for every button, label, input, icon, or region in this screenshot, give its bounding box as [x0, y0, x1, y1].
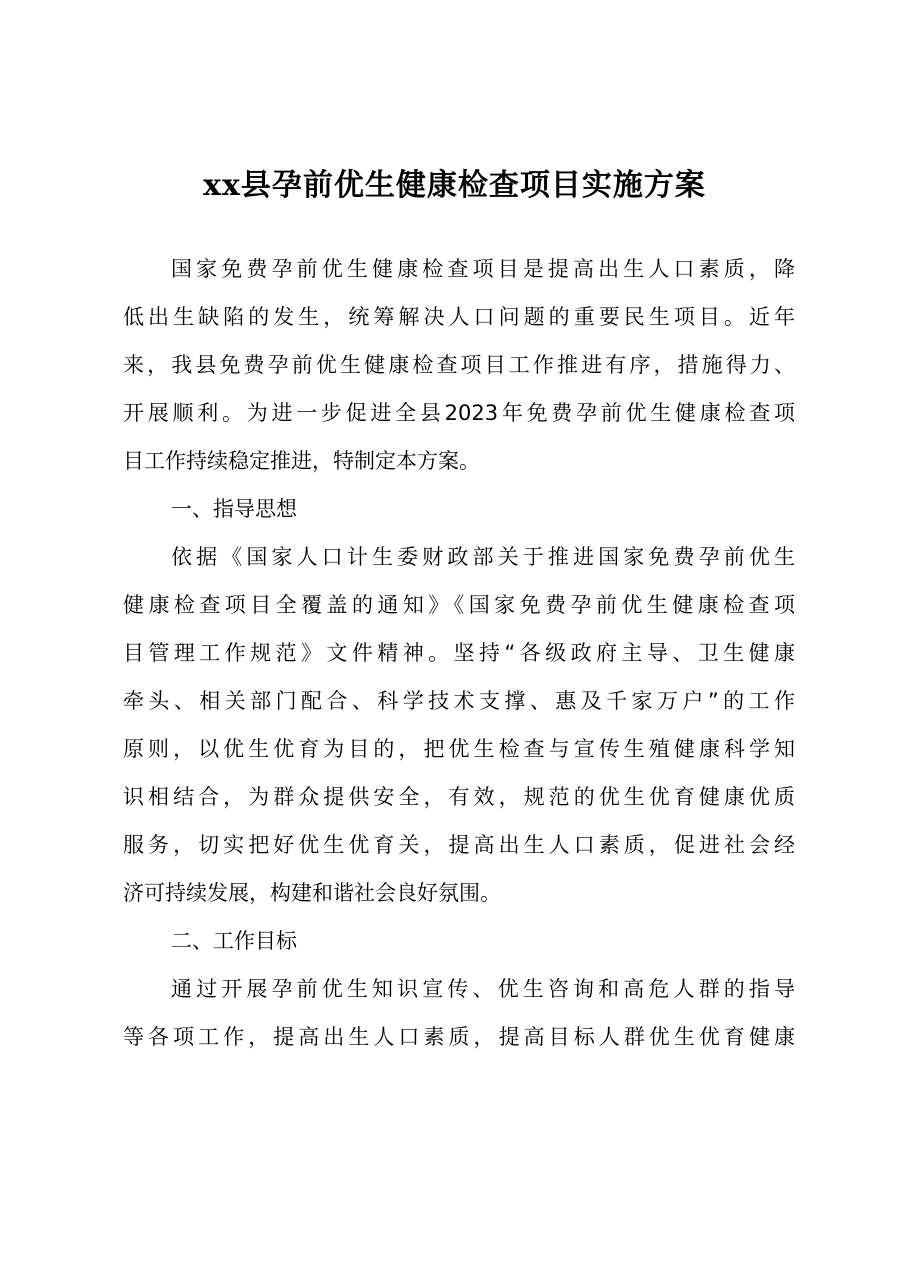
paragraph-intro-line-2: 低出生缺陷的发生，统筹解决人口问题的重要民生项目。近年	[123, 305, 795, 329]
paragraph-goals-line-1: 通过开展孕前优生知识宣传、优生咨询和高危人群的指导	[171, 977, 795, 1001]
paragraph-intro-line-3: 来，我县免费孕前优生健康检查项目工作推进有序，措施得力、	[123, 353, 795, 377]
paragraph-intro-line-5: 目工作持续稳定推进，特制定本方案。	[123, 449, 480, 473]
section-heading-guiding-ideology: 一、指导思想	[171, 497, 297, 521]
paragraph-intro-line-1: 国家免费孕前优生健康检查项目是提高出生人口素质，降	[171, 257, 795, 281]
paragraph-goals-line-2: 等各项工作，提高出生人口素质，提高目标人群优生优育健康	[123, 1025, 795, 1049]
paragraph-basis-line-4: 牵头、相关部门配合、科学技术支撑、惠及千家万户”的工作	[123, 689, 795, 713]
paragraph-basis-line-6: 识相结合，为群众提供安全，有效，规范的优生优育健康优质	[123, 785, 795, 809]
paragraph-basis-line-8: 济可持续发展，构建和谐社会良好氛围。	[123, 881, 501, 905]
section-heading-work-goals: 二、工作目标	[171, 929, 297, 953]
paragraph-basis-line-7: 服务，切实把好优生优育关，提高出生人口素质，促进社会经	[123, 833, 795, 857]
paragraph-basis-line-2: 健康检查项目全覆盖的通知》《国家免费孕前优生健康检查项	[123, 593, 795, 617]
paragraph-basis-line-5: 原则，以优生优育为目的，把优生检查与宣传生殖健康科学知	[123, 737, 795, 761]
document-body	[123, 245, 795, 1061]
paragraph-basis-line-1: 依据《国家人口计生委财政部关于推进国家免费孕前优生	[171, 545, 795, 569]
document-title: xx县孕前优生健康检查项目实施方案	[203, 168, 706, 203]
paragraph-intro-line-4: 开展顺利。为进一步促进全县2023年免费孕前优生健康检查项	[123, 401, 795, 425]
paragraph-basis-line-3: 目管理工作规范》文件精神。坚持“各级政府主导、卫生健康	[123, 641, 795, 665]
